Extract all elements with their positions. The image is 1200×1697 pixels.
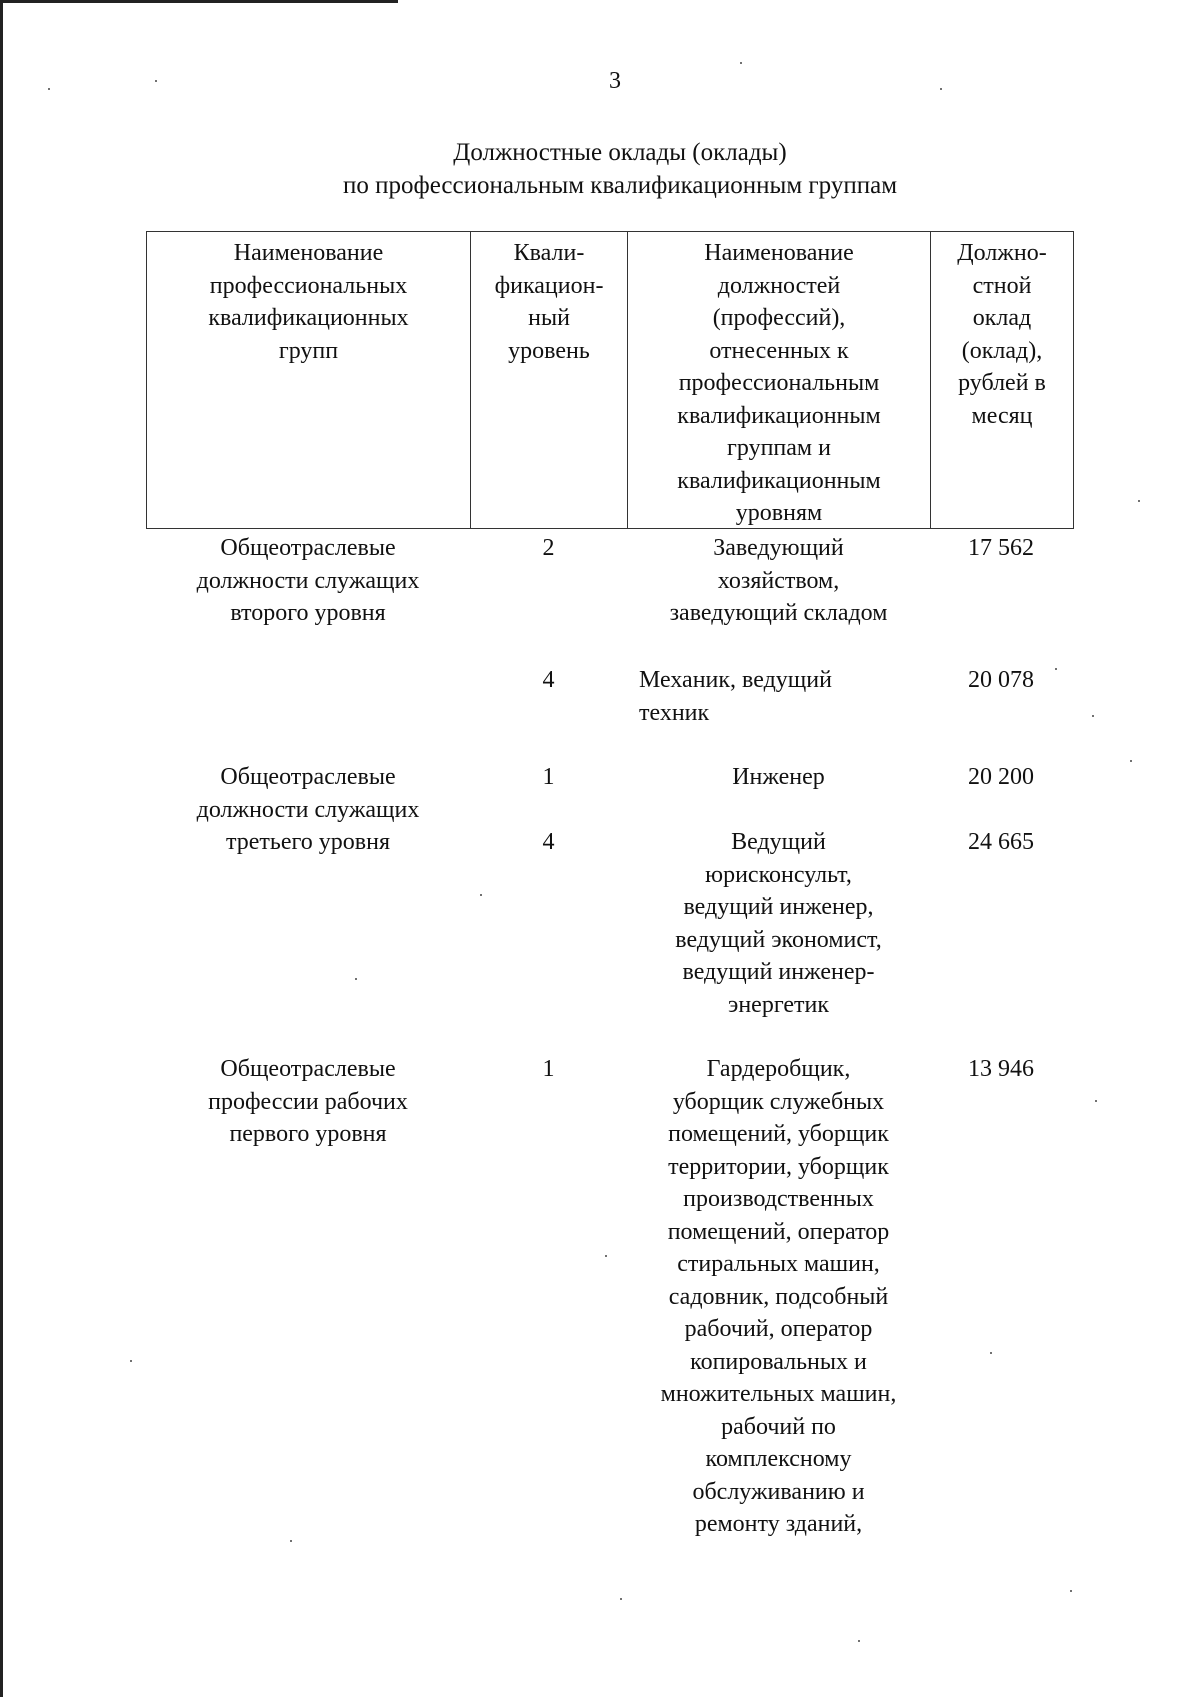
header-line: должностей bbox=[717, 272, 841, 299]
header-line: профессиональным bbox=[678, 370, 880, 396]
header-line: групп bbox=[278, 337, 339, 364]
group-name-cell bbox=[146, 532, 470, 630]
position-line: ведущий инженер- bbox=[682, 959, 875, 985]
header-positions bbox=[628, 232, 931, 528]
salary-cell: 20 200 bbox=[968, 764, 1034, 790]
position-line: Заведующий bbox=[713, 535, 844, 561]
header-line: уровень bbox=[508, 337, 590, 364]
position-line: копировальных и bbox=[690, 1348, 867, 1375]
position-line: техник bbox=[639, 699, 710, 726]
position-line: ремонту зданий, bbox=[694, 1511, 863, 1537]
page-number: 3 bbox=[609, 68, 621, 94]
position-line: помещений, уборщик bbox=[668, 1121, 889, 1147]
header-qualification-level bbox=[471, 232, 628, 528]
scan-speck bbox=[1070, 1590, 1072, 1592]
position-line: Инженер bbox=[732, 764, 825, 790]
salary-cell: 24 665 bbox=[968, 829, 1034, 855]
positions-cell bbox=[627, 664, 930, 729]
scan-speck bbox=[620, 1598, 622, 1600]
group-name-line: Общеотраслевые bbox=[220, 764, 396, 790]
position-line: садовник, подсобный bbox=[668, 1283, 889, 1310]
header-line: Наименование bbox=[233, 240, 384, 266]
scan-speck bbox=[1092, 715, 1094, 717]
header-line: Квали- bbox=[513, 240, 585, 266]
level-cell: 4 bbox=[542, 667, 555, 693]
positions-cell bbox=[627, 761, 930, 794]
positions-cell bbox=[627, 1053, 930, 1541]
scan-speck bbox=[48, 88, 50, 90]
header-line: (оклад), bbox=[961, 337, 1043, 364]
header-line: отнесенных к bbox=[709, 337, 849, 364]
position-line: уборщик служебных bbox=[672, 1088, 885, 1115]
header-line: Наименование bbox=[704, 240, 854, 266]
group-name-line: первого уровня bbox=[229, 1121, 387, 1147]
scan-speck bbox=[858, 1640, 860, 1642]
group-name-line: должности служащих bbox=[196, 567, 420, 594]
position-line: множительных машин, bbox=[660, 1381, 897, 1407]
scan-speck bbox=[940, 88, 942, 90]
header-line: (профессий), bbox=[712, 305, 846, 331]
header-line: фикацион- bbox=[494, 272, 604, 299]
header-line: рублей в bbox=[958, 370, 1046, 396]
position-line: рабочий по bbox=[721, 1413, 836, 1440]
level-cell: 2 bbox=[542, 535, 555, 561]
salary-cell: 20 078 bbox=[968, 667, 1034, 693]
position-line: стиральных машин, bbox=[677, 1251, 880, 1277]
group-name-line: должности служащих bbox=[196, 796, 420, 823]
position-line: обслуживанию и bbox=[692, 1478, 865, 1505]
title-line-2: по профессиональным квалификационным группам bbox=[342, 172, 898, 199]
group-name-cell bbox=[146, 761, 470, 859]
position-line: Гардеробщик, bbox=[706, 1056, 851, 1082]
group-name-line: третьего уровня bbox=[226, 829, 390, 855]
header-line: ный bbox=[528, 305, 570, 331]
position-line: Механик, ведущий bbox=[639, 667, 832, 693]
position-line: ведущий инженер, bbox=[683, 894, 874, 920]
group-name-line: второго уровня bbox=[230, 600, 386, 626]
position-line: комплексному bbox=[705, 1446, 852, 1472]
group-name-line: Общеотраслевые bbox=[220, 1056, 396, 1082]
level-cell: 1 bbox=[542, 764, 555, 790]
scan-speck bbox=[1055, 668, 1057, 670]
header-line: квалификационным bbox=[677, 402, 881, 429]
header-line: квалификационных bbox=[208, 305, 409, 331]
table-header bbox=[146, 231, 1074, 529]
scan-speck bbox=[1130, 760, 1132, 762]
position-line: ведущий экономист, bbox=[675, 926, 882, 953]
positions-cell bbox=[627, 826, 930, 1021]
position-line: заведующий складом bbox=[669, 600, 888, 626]
salary-cell: 13 946 bbox=[968, 1056, 1034, 1082]
header-line: оклад bbox=[972, 305, 1032, 331]
header-line: стной bbox=[972, 272, 1032, 299]
scan-speck bbox=[605, 1255, 607, 1257]
group-name-line: профессии рабочих bbox=[208, 1088, 408, 1115]
header-salary bbox=[931, 232, 1073, 528]
position-line: юрисконсульт, bbox=[705, 861, 852, 888]
title-line-1: Должностные оклады (оклады) bbox=[453, 139, 787, 166]
positions-cell bbox=[627, 532, 930, 630]
position-line: Ведущий bbox=[731, 829, 826, 855]
scan-speck bbox=[740, 62, 742, 64]
header-line: месяц bbox=[971, 402, 1033, 429]
header-line: Должно- bbox=[957, 240, 1047, 266]
scan-speck bbox=[1095, 1100, 1097, 1102]
header-line: уровням bbox=[735, 500, 823, 526]
position-line: энергетик bbox=[728, 991, 829, 1018]
scan-speck bbox=[480, 894, 482, 896]
scan-speck bbox=[355, 978, 357, 980]
position-line: рабочий, оператор bbox=[684, 1316, 873, 1342]
header-line: профессиональных bbox=[209, 272, 408, 299]
position-line: территории, уборщик bbox=[668, 1153, 889, 1180]
scan-border-top bbox=[0, 0, 398, 3]
scan-speck bbox=[130, 1360, 132, 1362]
header-line: группам и bbox=[727, 435, 831, 461]
scan-speck bbox=[990, 1352, 992, 1354]
group-name-line: Общеотраслевые bbox=[220, 535, 396, 561]
document-title bbox=[160, 136, 1080, 202]
position-line: хозяйством, bbox=[717, 567, 840, 594]
scan-border-left bbox=[0, 0, 3, 1697]
header-group-name bbox=[147, 232, 471, 528]
position-line: производственных bbox=[683, 1186, 874, 1212]
scan-speck bbox=[1138, 500, 1140, 502]
salary-cell: 17 562 bbox=[968, 535, 1034, 561]
header-line: квалификационным bbox=[677, 467, 881, 494]
scan-speck bbox=[155, 80, 157, 82]
group-name-cell bbox=[146, 1053, 470, 1151]
level-cell: 4 bbox=[542, 829, 555, 855]
scan-speck bbox=[290, 1540, 292, 1542]
position-line: помещений, оператор bbox=[667, 1218, 890, 1245]
level-cell: 1 bbox=[542, 1056, 555, 1082]
